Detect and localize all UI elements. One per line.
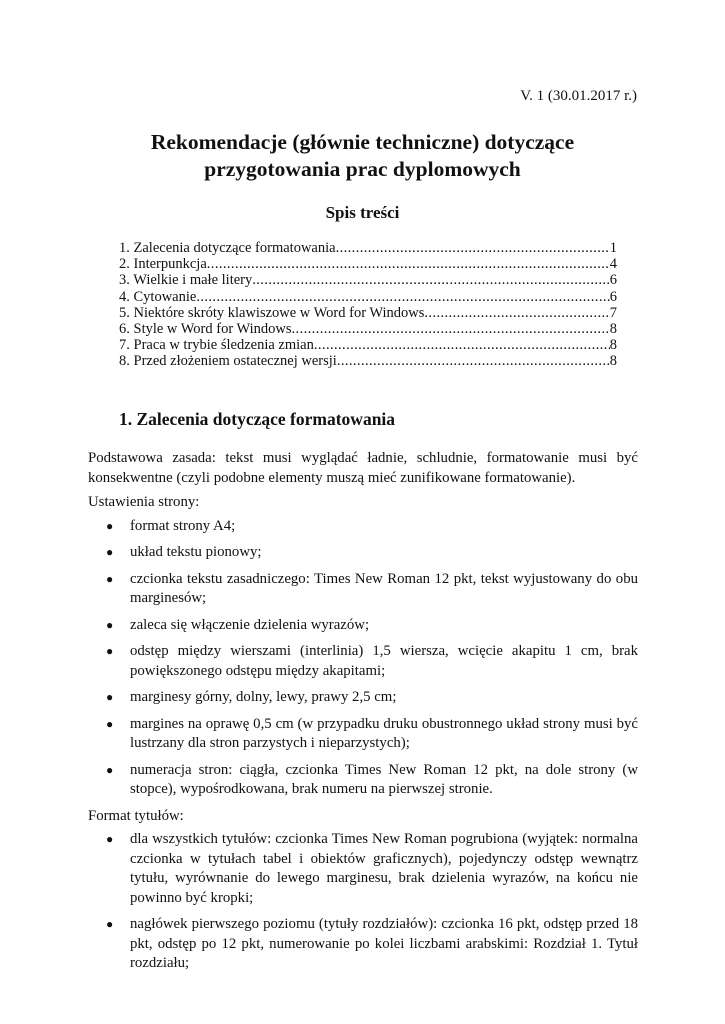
intro-paragraph: Podstawowa zasada: tekst musi wyglądać ładnie, schludnie, formatowanie musi być konsekwentne (czyli podobne elementy muszą mieć zunifikowane formatowanie). xyxy=(88,450,638,486)
list-item xyxy=(88,830,638,908)
bullet-icon: ● xyxy=(106,545,114,559)
list-item xyxy=(88,688,638,708)
bullet-icon: ● xyxy=(106,917,114,931)
title-format-label: Format tytułów: xyxy=(88,807,184,824)
toc-item[interactable] xyxy=(119,337,617,353)
bullet-icon: ● xyxy=(106,690,114,704)
list-item-text: margines na oprawę 0,5 cm (w przypadku druku obustronnego układ strony musi być lustrzany dla stron parzystych i nieparzystych); xyxy=(130,715,638,751)
list-item xyxy=(88,915,638,974)
list-item-text: format strony A4; xyxy=(130,517,236,534)
toc-item-label: 4. Cytowanie xyxy=(119,288,197,305)
list-item xyxy=(88,761,638,800)
document-title xyxy=(0,129,725,183)
toc-item-page: 8 xyxy=(609,353,617,370)
toc-leader xyxy=(314,337,610,353)
title-line-2: przygotowania prac dyplomowych xyxy=(204,157,521,181)
toc-item-page: 8 xyxy=(609,337,617,354)
list-item xyxy=(88,570,638,609)
toc-item-page: 7 xyxy=(609,304,617,321)
bullet-icon: ● xyxy=(106,518,114,533)
toc-leader xyxy=(207,256,610,272)
toc-item-label: 1. Zalecenia dotyczące formatowania xyxy=(119,240,336,256)
toc-item-label: 5. Niektóre skróty klawiszowe w Word for Windows xyxy=(119,304,425,321)
toc-leader xyxy=(196,289,609,305)
toc-item-page: 6 xyxy=(609,288,617,305)
list-item-text: numeracja stron: ciągła, czcionka Times New Roman 12 pkt, na dole strony (w stopce), wypośrodkowana, brak numeru na pierwszej stronie. xyxy=(130,761,638,797)
toc-item[interactable] xyxy=(119,321,617,337)
toc-item-page: 6 xyxy=(609,272,617,289)
toc-item-page: 4 xyxy=(609,256,617,273)
list-item xyxy=(88,616,638,636)
page-settings-label: Ustawienia strony: xyxy=(88,494,200,510)
bullet-icon: ● xyxy=(106,762,114,777)
toc-item-label: 6. Style w Word for Windows xyxy=(119,320,292,337)
document-version: V. 1 (30.01.2017 r.) xyxy=(520,88,637,104)
bullet-icon: ● xyxy=(106,571,114,586)
list-item xyxy=(88,715,638,754)
list-item-text: układ tekstu pionowy; xyxy=(130,544,262,560)
list-item xyxy=(88,543,638,563)
toc-item[interactable] xyxy=(119,305,617,321)
bullet-icon: ● xyxy=(106,716,114,731)
title-line-1: Rekomendacje (głównie techniczne) dotyczące xyxy=(150,130,575,154)
table-of-contents xyxy=(119,240,617,370)
list-item-text: czcionka tekstu zasadniczego: Times New Roman 12 pkt, tekst wyjustowany do obu marginesów; xyxy=(130,570,638,606)
toc-item-label: 8. Przed złożeniem ostatecznej wersji xyxy=(119,353,337,370)
toc-item[interactable] xyxy=(119,272,617,288)
toc-leader xyxy=(336,240,610,256)
toc-item[interactable] xyxy=(119,289,617,305)
bullet-icon: ● xyxy=(106,617,114,632)
page-settings-list xyxy=(88,517,638,800)
list-item xyxy=(88,642,638,681)
section-heading: 1. Zalecenia dotyczące formatowania xyxy=(119,409,396,429)
toc-heading: Spis treści xyxy=(325,203,400,222)
toc-leader xyxy=(252,272,610,288)
toc-item[interactable] xyxy=(119,240,617,256)
bullet-icon: ● xyxy=(106,644,114,658)
toc-item-label: 3. Wielkie i małe litery xyxy=(119,272,253,289)
toc-item-page: 8 xyxy=(609,320,617,337)
list-item-text: odstęp między wierszami (interlinia) 1,5 wiersza, wcięcie akapitu 1 cm, brak powiększonego odstępu między akapitami; xyxy=(130,643,638,679)
bullet-icon: ● xyxy=(106,832,114,846)
toc-item-page: 1 xyxy=(609,240,617,256)
toc-leader xyxy=(337,353,610,369)
list-item-text: dla wszystkich tytułów: czcionka Times New Roman pogrubiona (wyjątek: normalna czcionka w tytułach tabel i obiektów graficznych), pojedynczy odstęp wewnątrz tytułu, wyrównanie do lewego marginesu, brak dzielenia wyrazów, na końcu nie powinno być kropki; xyxy=(130,831,638,906)
toc-item[interactable] xyxy=(119,256,617,272)
section-body xyxy=(88,449,638,981)
toc-item-label: 2. Interpunkcja xyxy=(119,256,207,273)
toc-item-label: 7. Praca w trybie śledzenia zmian xyxy=(119,337,314,354)
toc-leader xyxy=(292,321,610,337)
toc-leader xyxy=(424,305,609,321)
list-item-text: nagłówek pierwszego poziomu (tytuły rozdziałów): czcionka 16 pkt, odstęp przed 18 pkt, odstęp po 12 pkt, numerowanie po kolei liczbami arabskimi: Rozdział 1. Tytuł rozdziału; xyxy=(130,916,638,971)
toc-item[interactable] xyxy=(119,353,617,369)
list-item-text: zaleca się włączenie dzielenia wyrazów; xyxy=(130,616,370,633)
title-format-list xyxy=(88,830,638,974)
list-item xyxy=(88,517,638,537)
list-item-text: marginesy górny, dolny, lewy, prawy 2,5 cm; xyxy=(130,689,397,705)
